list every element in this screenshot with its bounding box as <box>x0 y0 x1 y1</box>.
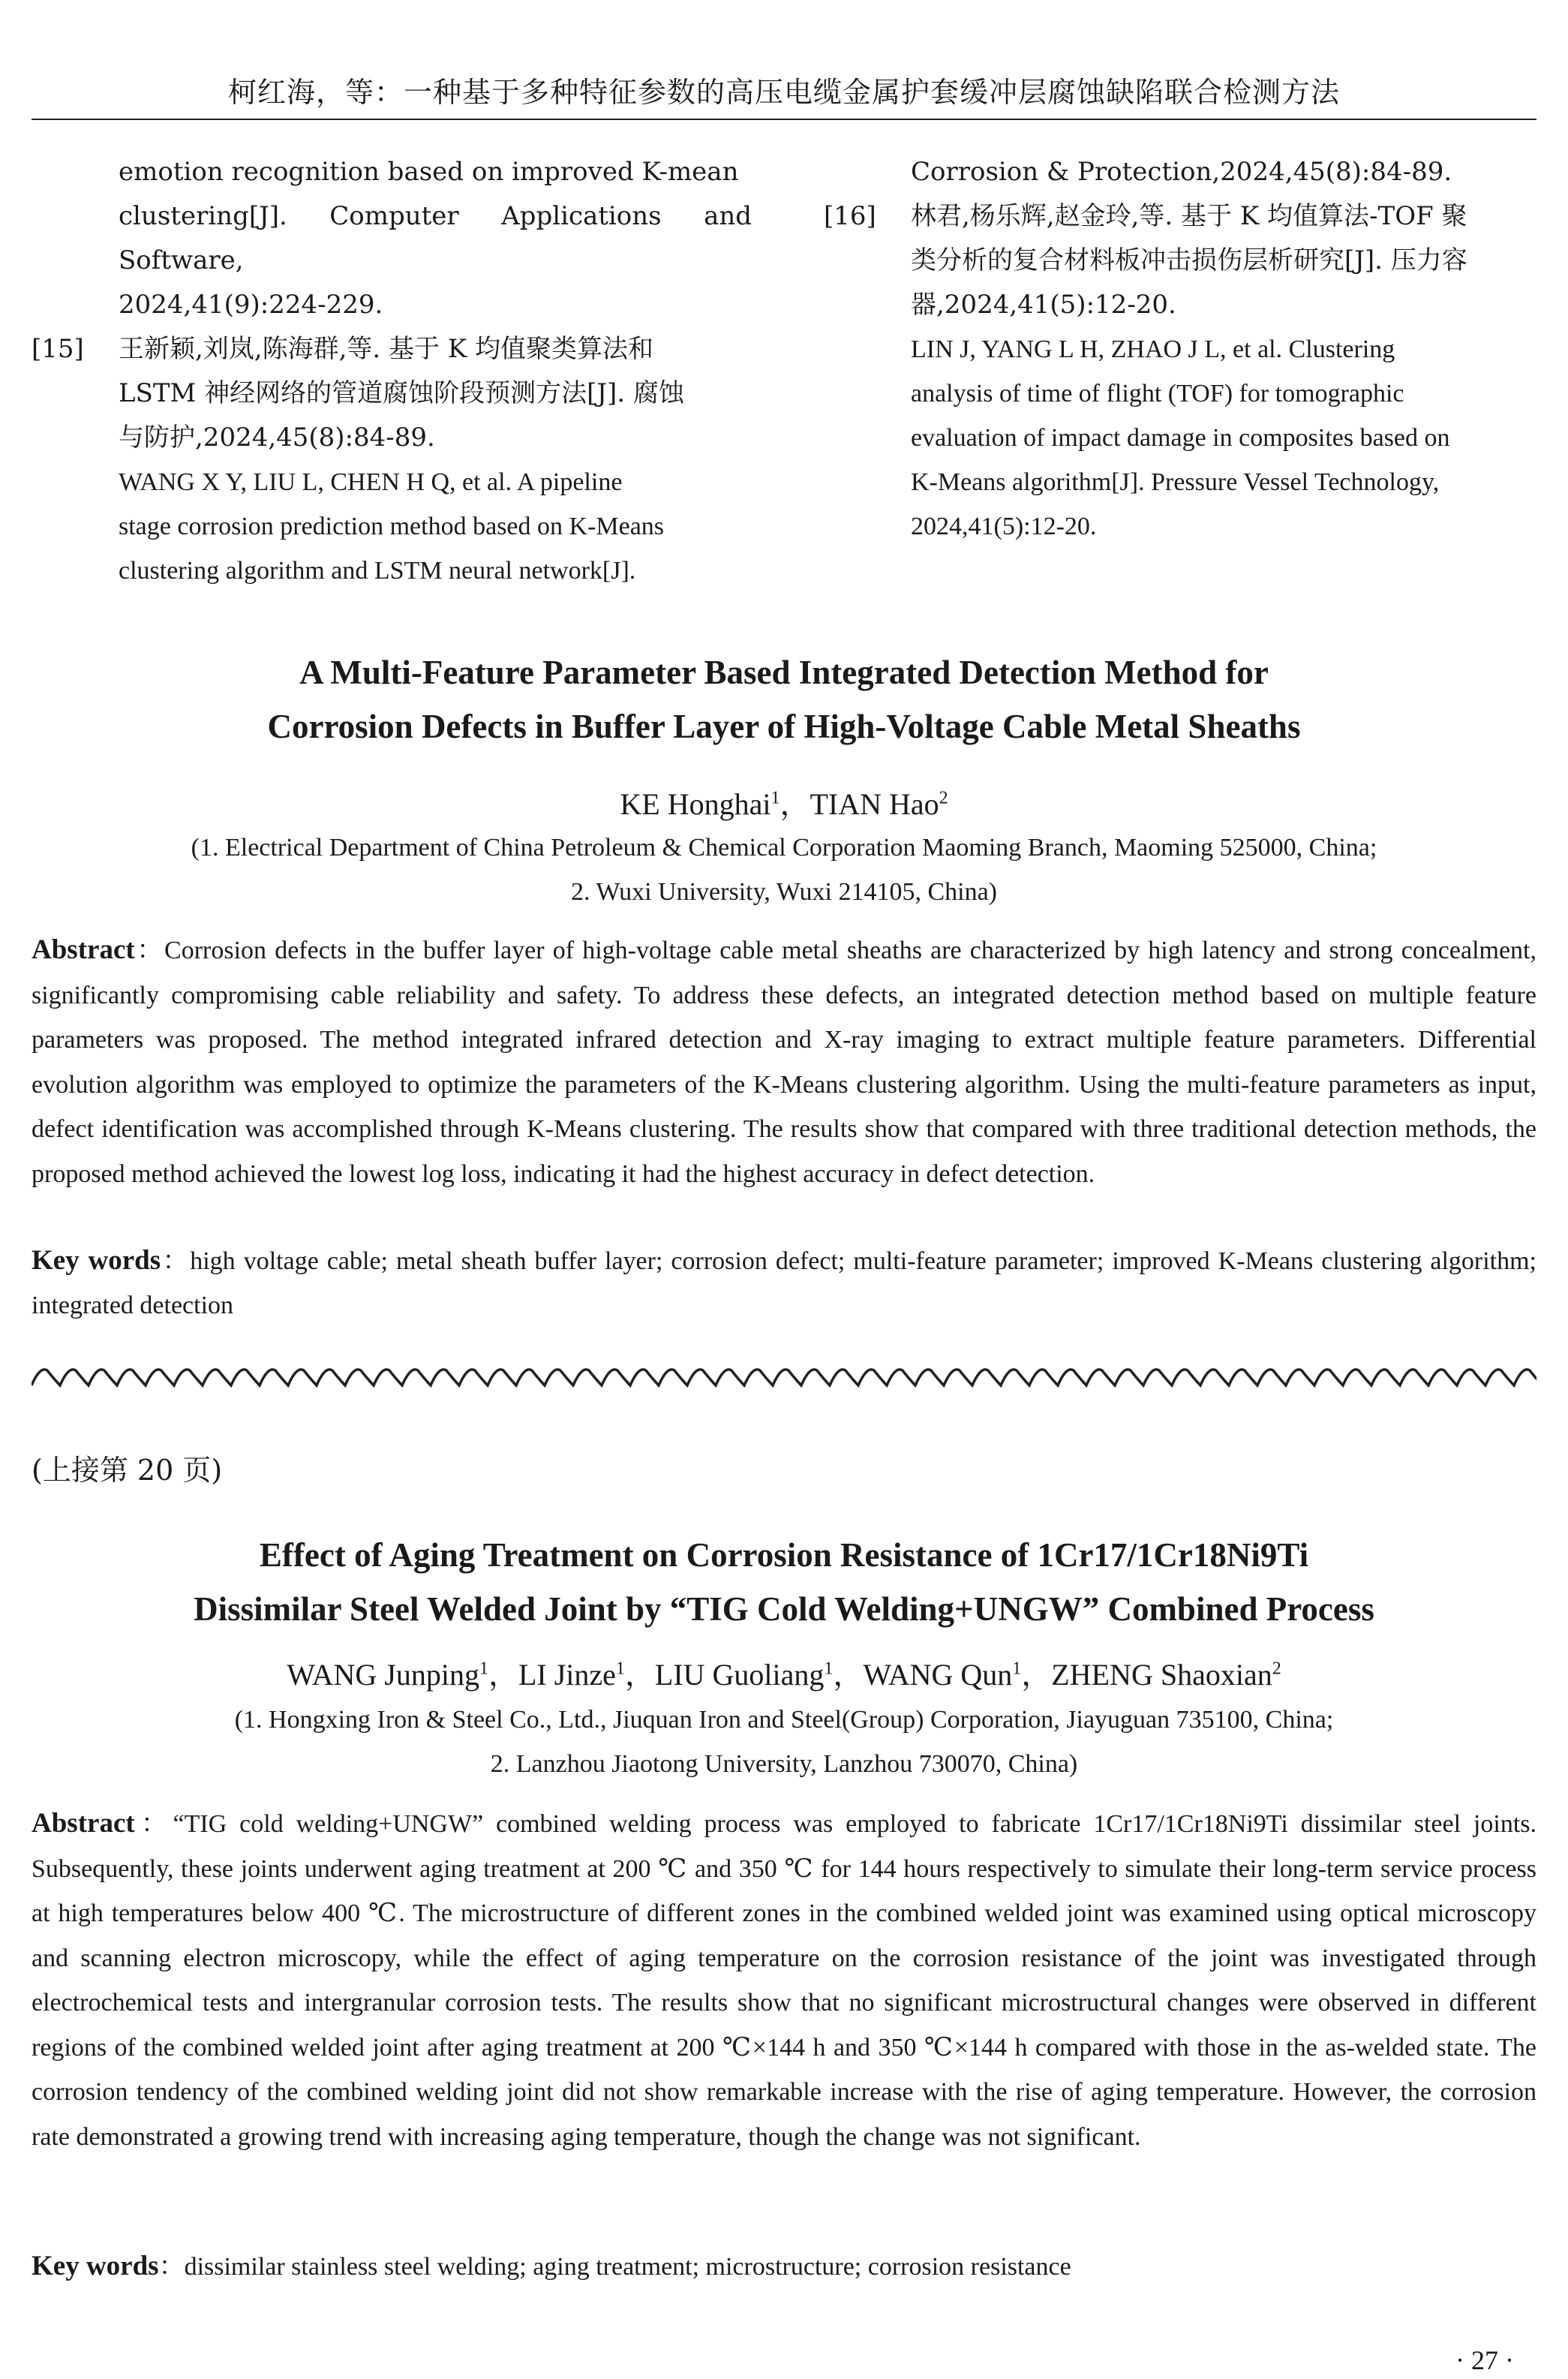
references-right-column <box>824 150 1544 549</box>
article2-keywords <box>32 2244 1536 2289</box>
author-name: WANG Qun <box>863 1658 1013 1692</box>
ref-line: 2024,41(9):224-229. <box>119 290 383 320</box>
author-name: WANG Junping <box>287 1658 479 1692</box>
ref-line: clustering algorithm and LSTM neural network[J]. <box>119 557 636 585</box>
ref-line: 与防护,2024,45(8):84-89. <box>119 423 435 453</box>
keywords-label: Key words <box>32 1245 161 1276</box>
keywords-text: dissimilar stainless steel welding; aging treatment; microstructure; corrosion resistance <box>184 2253 1071 2281</box>
label-colon: ： <box>161 1247 191 1275</box>
affiliation-line: (1. Hongxing Iron & Steel Co., Ltd., Jiuquan Iron and Steel(Group) Corporation, Jiayuguan 735100, China; <box>234 1706 1334 1734</box>
wave-separator <box>32 1364 1536 1391</box>
ref-line: 类分析的复合材料板冲击损伤层析研究[J]. 压力容 <box>911 245 1467 275</box>
label-colon: ： <box>134 1810 173 1838</box>
article1-authors <box>0 780 1568 823</box>
ref-line: clustering[J]. Computer Applications and Software, <box>119 201 752 275</box>
keywords-label: Key words <box>32 2251 159 2281</box>
affiliation-line: (1. Electrical Department of China Petroleum & Chemical Corporation Maoming Branch, Maoming 525000, China; <box>191 834 1377 862</box>
article1-affiliations <box>45 826 1523 914</box>
ref-line: emotion recognition based on improved K-mean <box>119 157 739 187</box>
ref-line: K-Means algorithm[J]. Pressure Vessel Technology, <box>911 468 1440 496</box>
title-line: Corrosion Defects in Buffer Layer of High-Voltage Cable Metal Sheaths <box>267 708 1301 745</box>
reference-15 <box>32 327 752 593</box>
continued-note: (上接第 20 页) <box>32 1454 223 1487</box>
header-rule <box>32 119 1536 120</box>
label-colon: ： <box>134 937 165 964</box>
author-affil-mark: 1 <box>615 1659 625 1679</box>
abstract-text: “TIG cold welding+UNGW” combined welding process was employed to fabricate 1Cr17/1Cr18Ni9Ti dissimilar steel joints. Subsequently, these joints underwent aging treatment at 200 ℃ and 350 ℃ for 144 hours respectively to simulate their long-term service process at high temperatures below 400 ℃. The microstructure of different zones in the combined welded joint was examined using optical microscopy and scanning electron microscopy, while the effect of aging temperature on the corrosion resistance of the joint was investigated through electrochemical tests and intergranular corrosion tests. The results show that no significant microstructural changes were observed in different regions of the combined welded joint after aging treatment at 200 ℃×144 h and 350 ℃×144 h compared with those in the as-welded state. The corrosion tendency of the combined welding joint did not show remarkable increase with the rise of aging temperature. However, the corrosion rate demonstrated a growing trend with increasing aging temperature, though the change was not significant. <box>32 1810 1537 2151</box>
author-affil-mark: 1 <box>770 788 780 808</box>
author-affil-mark: 1 <box>479 1659 488 1679</box>
abstract-label: Abstract <box>32 934 135 965</box>
reference-continuation <box>824 150 1544 194</box>
author-affil-mark: 2 <box>939 788 948 808</box>
ref-line: Corrosion & Protection,2024,45(8):84-89. <box>911 157 1452 187</box>
running-header: 柯红海，等：一种基于多种特征参数的高压电缆金属护套缓冲层腐蚀缺陷联合检测方法 <box>227 76 1340 109</box>
title-line: A Multi-Feature Parameter Based Integrated Detection Method for <box>299 654 1269 691</box>
author-name: KE Honghai <box>620 787 771 821</box>
references-left-column <box>32 150 752 593</box>
article2-affiliations <box>45 1698 1523 1786</box>
article2-abstract <box>32 1801 1536 2159</box>
article1-abstract <box>32 928 1536 1196</box>
reference-number: [15] <box>32 334 84 364</box>
author-separator: ， <box>779 787 810 821</box>
reference-number: [16] <box>824 201 876 231</box>
label-colon: ： <box>158 2253 185 2281</box>
ref-line: LSTM 神经网络的管道腐蚀阶段预测方法[J]. 腐蚀 <box>119 378 684 408</box>
article1-title <box>0 645 1568 753</box>
author-name: ZHENG Shaoxian <box>1051 1658 1272 1692</box>
author-affil-mark: 2 <box>1272 1659 1281 1679</box>
abstract-label: Abstract <box>32 1808 135 1839</box>
abstract-text: Corrosion defects in the buffer layer of high-voltage cable metal sheaths are characterized by high latency and strong concealment, significantly compromising cable reliability and safety. To address these defects, an integrated detection method based on multiple feature parameters was proposed. The method integrated infrared detection and X-ray imaging to extract multiple feature parameters. Differential evolution algorithm was employed to optimize the parameters of the K-Means clustering algorithm. Using the multi-feature parameters as input, defect identification was accomplished through K-Means clustering. The results show that compared with three traditional detection methods, the proposed method achieved the lowest log loss, indicating it had the highest accuracy in defect detection. <box>32 937 1536 1188</box>
author-name: LI Jinze <box>518 1658 616 1692</box>
title-line: Dissimilar Steel Welded Joint by “TIG Cold Welding+UNGW” Combined Process <box>194 1590 1374 1628</box>
ref-line: 2024,41(5):12-20. <box>911 513 1097 540</box>
article1-keywords <box>32 1238 1536 1328</box>
author-affil-mark: 1 <box>1012 1659 1022 1679</box>
ref-line: 林君,杨乐辉,赵金玲,等. 基于 K 均值算法-TOF 聚 <box>911 201 1467 231</box>
title-line: Effect of Aging Treatment on Corrosion Resistance of 1Cr17/1Cr18Ni9Ti <box>259 1536 1309 1574</box>
ref-line: stage corrosion prediction method based on K-Means <box>119 513 665 540</box>
affiliation-line: 2. Wuxi University, Wuxi 214105, China) <box>571 878 997 906</box>
article2-authors: WANG Junping$^1$，LI Jinze$^1$，LIU Guoliang$^1$，WANG Qun$^1$，ZHENG Shaoxian$^2$ <box>287 1658 1281 1692</box>
author-name: LIU Guoliang <box>654 1658 825 1692</box>
author-affil-mark: 1 <box>824 1659 834 1679</box>
keywords-text: high voltage cable; metal sheath buffer layer; corrosion defect; multi-feature parameter; improved K-Means clustering algorithm; integrated detection <box>32 1247 1537 1319</box>
ref-line: WANG X Y, LIU L, CHEN H Q, et al. A pipeline <box>119 468 623 496</box>
ref-line: analysis of time of flight (TOF) for tomographic <box>911 380 1404 408</box>
reference-16 <box>824 194 1544 549</box>
ref-line: 王新颖,刘岚,陈海群,等. 基于 K 均值聚类算法和 <box>119 334 654 364</box>
page-number: · 27 · <box>1455 2345 1514 2375</box>
ref-line: evaluation of impact damage in composites based on <box>911 424 1450 452</box>
author-name: TIAN Hao <box>810 787 939 821</box>
ref-line: LIN J, YANG L H, ZHAO J L, et al. Clustering <box>911 335 1395 363</box>
article2-title <box>0 1528 1568 1636</box>
affiliation-line: 2. Lanzhou Jiaotong University, Lanzhou 730070, China) <box>490 1750 1078 1778</box>
reference-continuation <box>32 150 752 327</box>
wave-line <box>32 1370 1536 1385</box>
ref-line: 器,2024,41(5):12-20. <box>911 290 1176 320</box>
